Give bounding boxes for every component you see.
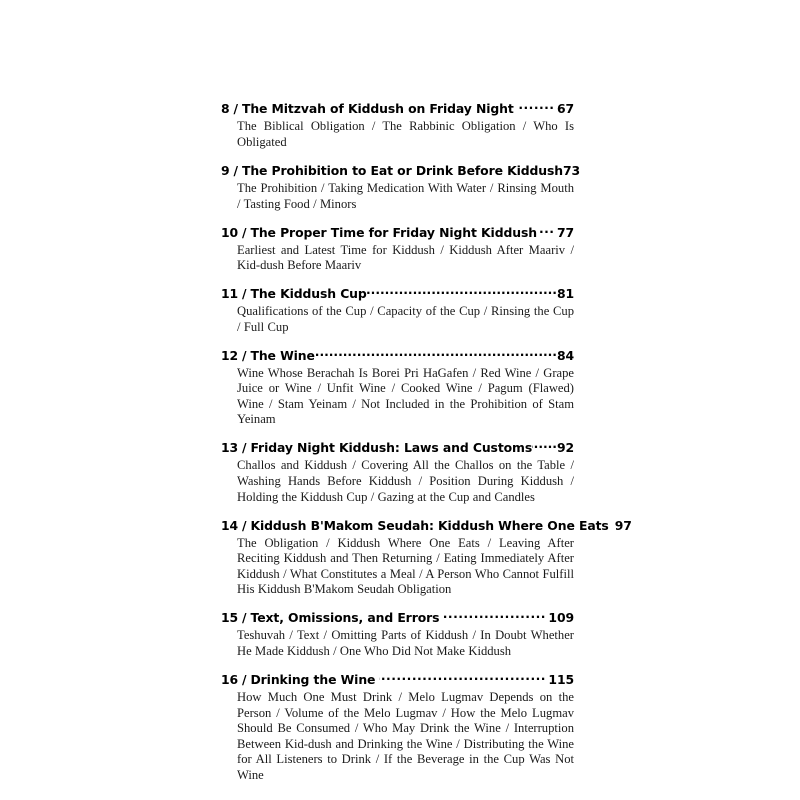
- chapter-number: 16: [221, 671, 239, 687]
- chapter-title: Drinking the Wine: [250, 671, 376, 687]
- chapter-page-number: 92: [556, 440, 574, 456]
- toc-entry-topics: Challos and Kiddush / Covering All the Challos on the Table / Washing Hands Before Kiddush / Position During Kiddush / Holding the Kiddush Cup / Gazing at the Cup and Candles: [237, 458, 574, 504]
- toc-entry-topics: How Much One Must Drink / Melo Lugmav Depends on the Person / Volume of the Melo Lugmav / How the Melo Lugmav Should Be Consumed / Who May Drink the Wine / Interruption Between Kid-dush and Drinking the Wine / Distributing the Wine for All Listeners to Drink / If the Beverage in the Cup Was Not Wine: [237, 689, 574, 782]
- toc-entry-topics: The Biblical Obligation / The Rabbinic Obligation / Who Is Obligated: [237, 119, 574, 149]
- dot-leader: [379, 672, 546, 684]
- chapter-number: 15: [221, 610, 239, 626]
- toc-entry-heading[interactable]: [221, 162, 581, 179]
- chapter-number: 14: [221, 517, 239, 533]
- chapter-number: 13: [221, 440, 239, 456]
- toc-entry[interactable]: [221, 162, 581, 213]
- chapter-separator: /: [242, 517, 247, 533]
- chapter-page-number: 109: [548, 610, 574, 626]
- dot-leader: [532, 440, 557, 452]
- chapter-page-number: 77: [556, 224, 574, 240]
- chapter-title: The Wine: [250, 347, 315, 363]
- toc-entry[interactable]: [221, 610, 574, 660]
- toc-entry[interactable]: [221, 672, 574, 784]
- toc-entry-heading[interactable]: [221, 517, 632, 533]
- dot-leader: [443, 610, 546, 622]
- toc-entry-heading[interactable]: [221, 101, 574, 117]
- toc-entry-topics: Wine Whose Berachah Is Borei Pri HaGafen / Red Wine / Grape Juice or Wine / Unfit Wine / Cooked Wine / Pagum (Flawed) Wine / Stam Yeinam / Not Included in the Prohibition of Stam Yeinam: [237, 365, 574, 427]
- chapter-separator: /: [242, 286, 247, 302]
- toc-entry-topics: Teshuvah / Text / Omitting Parts of Kiddush / In Doubt Whether He Made Kiddush / One Who Did Not Make Kiddush: [237, 628, 574, 658]
- chapter-separator: /: [242, 347, 247, 363]
- dot-leader: [517, 101, 554, 113]
- chapter-title: The Kiddush Cup: [250, 286, 367, 302]
- chapter-number: 12: [221, 347, 239, 363]
- chapter-number: 9: [221, 162, 230, 178]
- toc-entry-topics: Qualifications of the Cup / Capacity of the Cup / Rinsing the Cup / Full Cup: [237, 304, 574, 334]
- chapter-title: The Proper Time for Friday Night Kiddush: [250, 224, 537, 240]
- entry-spacer: [221, 505, 574, 517]
- entry-spacer: [221, 274, 574, 286]
- toc-entry-topics: The Prohibition / Taking Medication With Water / Rinsing Mouth / Tasting Food / Minors: [237, 180, 574, 211]
- chapter-separator: /: [242, 440, 247, 456]
- chapter-separator: /: [242, 610, 247, 626]
- toc-entry[interactable]: [221, 224, 574, 274]
- toc-entry-heading[interactable]: [221, 440, 574, 456]
- chapter-page-number: 67: [556, 101, 574, 117]
- chapter-page-number: 97: [614, 517, 632, 533]
- chapter-title: Text, Omissions, and Errors: [250, 610, 440, 626]
- entry-spacer: [221, 428, 574, 440]
- chapter-page-number: 81: [556, 286, 574, 302]
- chapter-separator: /: [242, 224, 247, 240]
- dot-leader: [540, 224, 554, 236]
- chapter-number: 10: [221, 224, 239, 240]
- toc-entry[interactable]: [221, 286, 574, 336]
- dot-leader: [315, 347, 557, 359]
- toc-entry[interactable]: [221, 440, 574, 505]
- chapter-title: The Prohibition to Eat or Drink Before Kiddush: [241, 162, 564, 178]
- chapter-title: Kiddush B'Makom Seudah: Kiddush Where One Eats: [250, 517, 609, 533]
- chapter-separator: /: [242, 671, 247, 687]
- chapter-number: 11: [221, 286, 239, 302]
- toc-entry-heading[interactable]: [221, 347, 574, 363]
- entry-spacer: [221, 335, 574, 347]
- entry-spacer: [221, 660, 574, 672]
- toc-entry-heading[interactable]: [221, 672, 574, 688]
- chapter-page-number: 115: [548, 671, 574, 687]
- toc-entry-heading[interactable]: [221, 286, 574, 302]
- toc-entry-topics: Earliest and Latest Time for Kiddush / Kiddush After Maariv / Kid-dush Before Maariv: [237, 242, 574, 273]
- entry-spacer: [221, 598, 574, 610]
- toc-entry-heading[interactable]: [221, 224, 574, 240]
- toc-entry[interactable]: [221, 101, 574, 151]
- toc-entry[interactable]: [221, 517, 632, 598]
- toc-entry-topics: The Obligation / Kiddush Where One Eats / Leaving After Reciting Kiddush and Then Returning / Eating Immediately After Kiddush / What Constitutes a Meal / A Person Who Cannot Fulfill His Kiddush B'Makom Seudah Obligation: [237, 535, 574, 597]
- toc-entry[interactable]: [221, 347, 574, 428]
- chapter-title: Friday Night Kiddush: Laws and Customs: [250, 440, 533, 456]
- entry-spacer: [221, 151, 574, 163]
- entry-spacer: [221, 212, 574, 224]
- chapter-separator: /: [233, 101, 238, 117]
- table-of-contents: [221, 101, 632, 784]
- chapter-page-number: 73: [563, 162, 581, 178]
- chapter-title: The Mitzvah of Kiddush on Friday Night: [241, 101, 514, 117]
- dot-leader: [367, 286, 557, 298]
- chapter-separator: /: [233, 162, 238, 178]
- chapter-page-number: 84: [556, 347, 574, 363]
- chapter-number: 8: [221, 101, 230, 117]
- toc-entry-heading[interactable]: [221, 610, 574, 626]
